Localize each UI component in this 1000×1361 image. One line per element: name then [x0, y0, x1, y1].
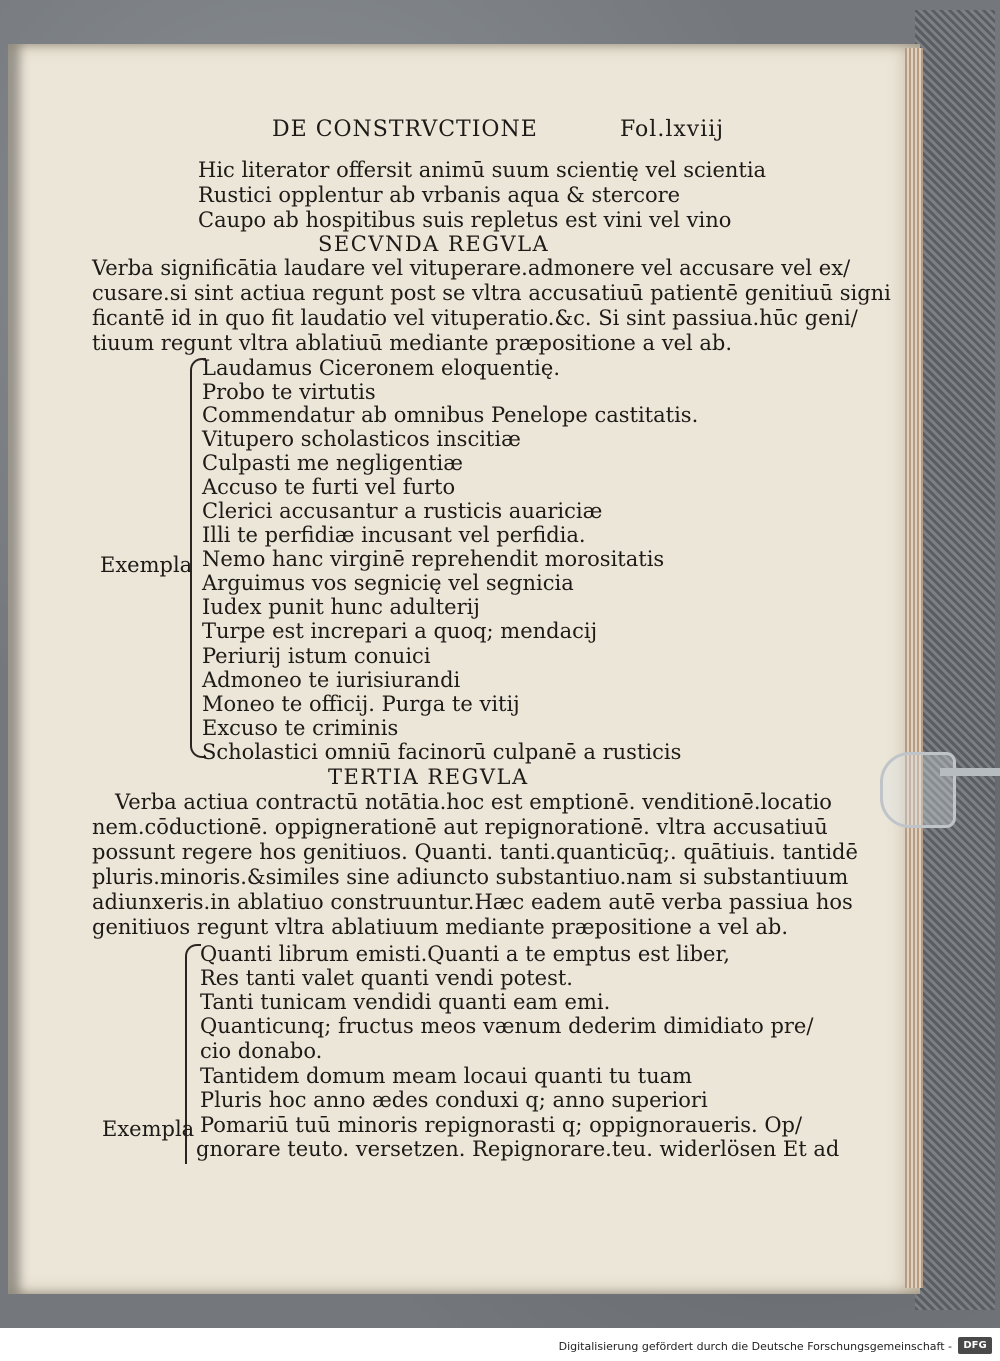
text-line: genitiuos regunt vltra ablatiuum mediante præpositione a vel ab. [92, 915, 789, 939]
text-line: cusare.si sint actiua regunt post se vltra accusatiuū patientē genitiuū signi [92, 281, 891, 305]
text-line: ficantē id in quo fit laudatio vel vituperatio.&c. Si sint passiua.hūc geni/ [92, 306, 858, 330]
example-line: Turpe est increpari a quoq; mendacij [202, 619, 598, 643]
running-header-title: DE CONSTRVCTIONE [272, 117, 538, 142]
example-line: cio donabo. [200, 1039, 323, 1063]
example-line: Nemo hanc virginē reprehendit morositatis [202, 547, 665, 571]
folio-number: Fol.lxviij [620, 117, 725, 142]
example-line: Tanti tunicam vendidi quanti eam emi. [200, 990, 611, 1014]
text-line: Verba actiua contractū notātia.hoc est emptionē. venditionē.locatio [115, 790, 832, 814]
text-line: Caupo ab hospitibus suis repletus est vini vel vino [198, 208, 732, 232]
text-line: Verba significātia laudare vel vituperare.admonere vel accusare vel ex/ [92, 256, 851, 280]
section-heading-tertia: TERTIA REGVLA [328, 765, 529, 789]
example-line: Laudamus Ciceronem eloquentię. [202, 356, 561, 380]
example-line: Commendatur ab omnibus Penelope castitatis. [202, 403, 699, 427]
text-line: Hic literator offersit animū suum scientię vel scientia [198, 158, 767, 182]
example-line: Pluris hoc anno ædes conduxi q; anno superiori [200, 1088, 708, 1112]
example-line: Culpasti me negligentiæ [202, 451, 464, 475]
text-line: possunt regere hos genitiuos. Quanti. tanti.quanticūq;. quātiuis. tantidē [92, 840, 858, 864]
brace-top [185, 944, 201, 960]
example-line: Admoneo te iurisiurandi [202, 668, 461, 692]
exempla-label: Exempla [100, 553, 193, 577]
text-line: tiuum regunt vltra ablatiuū mediante præpositione a vel ab. [92, 331, 733, 355]
text-line: Rustici opplentur ab vrbanis aqua & stercore [198, 183, 681, 207]
example-line: Accuso te furti vel furto [202, 475, 456, 499]
example-line: Quanti librum emisti.Quanti a te emptus est liber, [200, 942, 730, 966]
example-line: Quanticunq; fructus meos vænum dederim dimidiato pre/ [200, 1014, 814, 1038]
section-heading-secunda: SECVNDA REGVLA [318, 232, 550, 256]
example-line: Arguimus vos segnicię vel segnicia [202, 571, 574, 595]
example-line: Scholastici omniū facinorū culpanē a rusticis [202, 740, 682, 764]
example-line: Excuso te criminis [202, 716, 399, 740]
text-line: pluris.minoris.&similes sine adiuncto substantiuo.nam si substantiuum [92, 865, 849, 889]
text-line: adiunxeris.in ablatiuo construuntur.Hæc eadem autē verba passiua hos [92, 890, 853, 914]
example-line: Moneo te officij. Purga te vitij [202, 692, 520, 716]
example-line: Probo te virtutis [202, 380, 376, 404]
footer-bar [0, 1328, 1000, 1361]
example-line: gnorare teuto. versetzen. Repignorare.teu. widerlösen Et ad [196, 1137, 840, 1161]
example-line: Vitupero scholasticos inscitiæ [202, 427, 521, 451]
example-line: Iudex punit hunc adulterij [202, 595, 480, 619]
example-line: Pomariū tuū minoris repignorasti q; oppignoraueris. Op/ [200, 1113, 803, 1137]
example-line: Clerici accusantur a rusticis auariciæ [202, 499, 603, 523]
example-line: Periurij istum conuici [202, 644, 431, 668]
dfg-logo: DFG [958, 1337, 992, 1354]
example-line: Res tanti valet quanti vendi potest. [200, 966, 573, 990]
exempla-label: Exempla [102, 1117, 195, 1141]
example-line: Tantidem domum meam locaui quanti tu tuam [200, 1064, 693, 1088]
example-line: Illi te perfidiæ incusant vel perfidia. [202, 523, 586, 547]
text-line: nem.cōductionē. oppignerationē aut repignorationē. vltra accusatiuū [92, 815, 828, 839]
footer-credit: Digitalisierung gefördert durch die Deutsche Forschungsgemeinschaft - [558, 1340, 952, 1353]
